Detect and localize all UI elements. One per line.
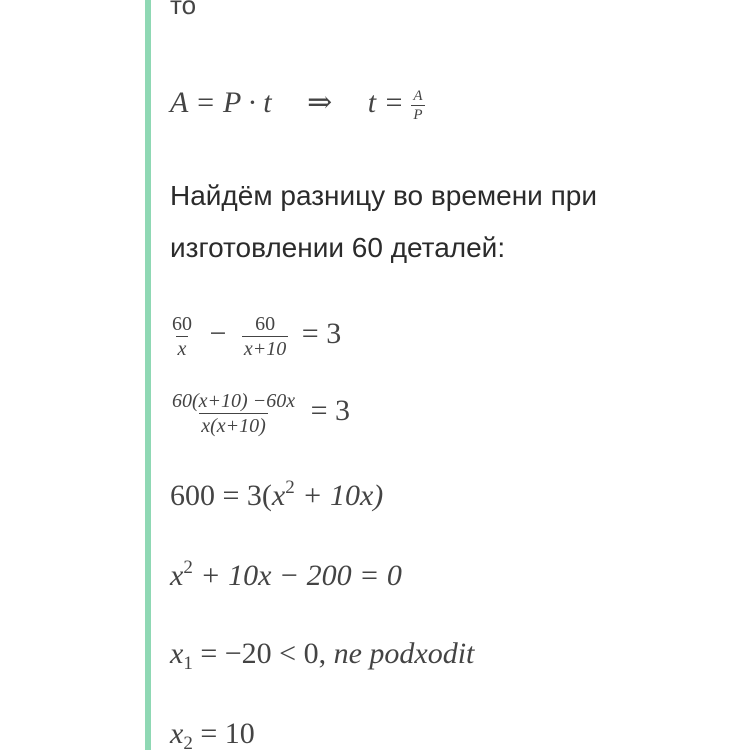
fraction-denominator: x — [177, 338, 187, 360]
formula-right-prefix: t = — [367, 86, 404, 119]
quote-accent-bar — [145, 0, 151, 750]
combined-fraction — [170, 390, 297, 437]
fraction-denominator: P — [413, 106, 423, 123]
variable-x: x — [271, 479, 286, 512]
equation-rest: = 10 — [192, 717, 255, 750]
equation-rest: + 10x) — [294, 479, 384, 512]
fraction-60-over-x — [170, 313, 194, 360]
equation-5 — [170, 637, 474, 675]
fraction-denominator: x(x+10) — [201, 415, 266, 437]
fraction-numerator: A — [413, 87, 423, 104]
formula-work-power-time — [170, 85, 425, 123]
equation-2 — [170, 390, 350, 437]
exponent: 2 — [183, 557, 193, 578]
equation-rhs: = 3 — [310, 394, 350, 428]
cut-off-text: то — [170, 0, 197, 20]
equation-3 — [170, 477, 383, 513]
variable-x: x — [170, 717, 184, 750]
fraction-denominator: x+10 — [243, 338, 287, 360]
fraction-numerator: 60 — [255, 313, 276, 335]
equation-lhs: 600 = 3( — [170, 479, 272, 512]
formula-left: A = P · t — [170, 86, 272, 119]
equation-rhs: = 3 — [301, 317, 342, 351]
equation-rest: + 10x − 200 = 0 — [192, 559, 402, 592]
equation-rest: = −20 < 0, — [192, 637, 334, 670]
minus-sign: − — [209, 317, 227, 351]
equation-4 — [170, 557, 402, 593]
variable-x: x — [170, 637, 184, 670]
fraction-a-over-p — [411, 88, 424, 123]
subscript: 2 — [183, 733, 193, 750]
answer-content — [170, 0, 730, 750]
exponent: 2 — [285, 477, 295, 498]
root-note: ne podxodit — [333, 637, 475, 670]
subscript: 1 — [183, 653, 193, 674]
paragraph-text: Найдём разницу во времени при изготовлении 60 деталей: — [170, 180, 597, 263]
fraction-numerator: 60 — [172, 313, 192, 335]
equation-1 — [170, 313, 341, 360]
implies-symbol: ⇒ — [307, 86, 333, 119]
equation-6 — [170, 717, 255, 750]
fraction-60-over-x-plus-10 — [242, 313, 288, 360]
variable-x: x — [170, 559, 184, 592]
fraction-numerator: 60(x+10) −60x — [172, 390, 296, 412]
